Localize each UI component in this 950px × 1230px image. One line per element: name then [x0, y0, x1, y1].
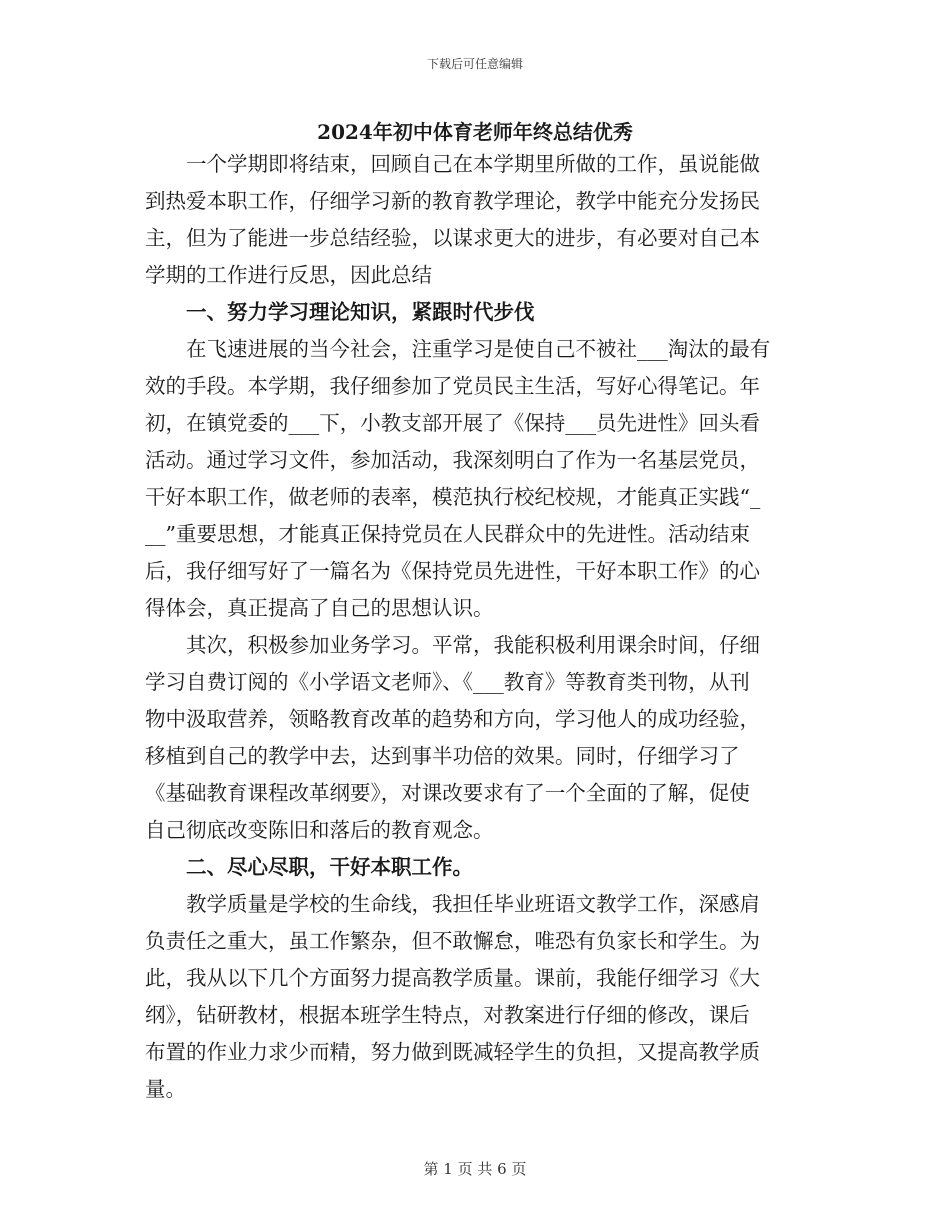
text-line: 此，我从以下几个方面努力提高教学质量。课前，我能仔细学习《大 — [145, 966, 760, 990]
text-line: 教学质量是学校的生命线，我担任毕业班语文教学工作，深感肩 — [186, 892, 760, 916]
section-heading: 二、尽心尽职，干好本职工作。 — [186, 855, 473, 879]
text-line: 主，但为了能进一步总结经验，以谋求更大的进步，有必要对自己本 — [145, 226, 760, 250]
text-line: __”重要思想，才能真正保持党员在人民群众中的先进性。活动结束 — [145, 522, 750, 546]
text-line: 一个学期即将结束，回顾自己在本学期里所做的工作，虽说能做 — [186, 152, 760, 176]
text-line: 在飞速进展的当今社会，注重学习是使自己不被社___淘汰的最有 — [186, 337, 771, 361]
page-header: 下载后可任意编辑 — [426, 57, 523, 71]
text-line: 干好本职工作，做老师的表率，模范执行校纪校规，才能真正实践“_ — [145, 485, 761, 509]
document-body — [145, 146, 810, 1108]
text-line: 移植到自己的教学中去，达到事半功倍的效果。同时，仔细学习了 — [145, 744, 740, 768]
text-line: 初，在镇党委的___下，小教支部开展了《保持___员先进性》回头看 — [145, 411, 760, 435]
text-line: 负责任之重大，虽工作繁杂，但不敢懈怠，唯恐有负家长和学生。为 — [145, 929, 760, 953]
page-footer: 第 1 页 共 6 页 — [423, 1160, 527, 1178]
text-line: 量。 — [145, 1077, 186, 1101]
text-line: 其次，积极参加业务学习。平常，我能积极利用课余时间，仔细 — [186, 633, 760, 657]
text-line: 活动。通过学习文件，参加活动，我深刻明白了作为一名基层党员， — [145, 448, 760, 472]
text-line: 物中汲取营养，领略教育改革的趋势和方向，学习他人的成功经验， — [145, 707, 760, 731]
text-line: 《基础教育课程改革纲要》，对课改要求有了一个全面的了解，促使 — [145, 781, 750, 805]
text-line: 学期的工作进行反思，因此总结 — [145, 263, 432, 287]
text-line: 效的手段。本学期，我仔细参加了党员民主生活，写好心得笔记。年 — [145, 374, 760, 398]
section-heading: 一、努力学习理论知识，紧跟时代步伐 — [186, 300, 535, 324]
text-line: 后，我仔细写好了一篇名为《保持党员先进性，干好本职工作》的心 — [145, 559, 760, 583]
text-line: 布置的作业力求少而精，努力做到既减轻学生的负担，又提高教学质 — [145, 1040, 760, 1064]
text-line: 得体会，真正提高了自己的思想认识。 — [145, 596, 494, 620]
document-title: 2024年初中体育老师年终总结优秀 — [317, 120, 633, 144]
text-line: 自己彻底改变陈旧和落后的教育观念。 — [145, 818, 494, 842]
text-line: 学习自费订阅的《小学语文老师》、《___教育》等教育类刊物，从刊 — [145, 670, 750, 694]
text-line: 纲》，钻研教材，根据本班学生特点，对教案进行仔细的修改，课后 — [145, 1003, 750, 1027]
text-line: 到热爱本职工作，仔细学习新的教育教学理论，教学中能充分发扬民 — [145, 189, 760, 213]
